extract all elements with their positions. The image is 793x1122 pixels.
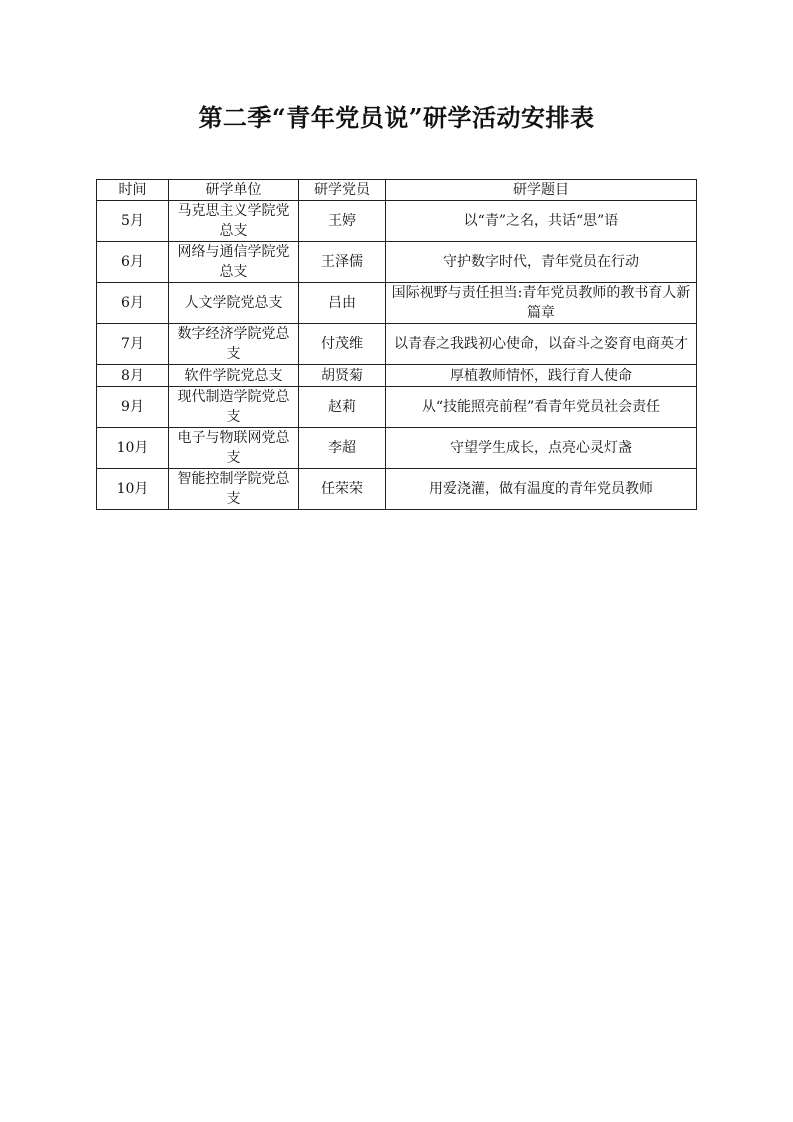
header-topic: 研学题目	[386, 180, 697, 201]
cell-topic: 以“青”之名，共话“思”语	[386, 201, 697, 242]
header-time: 时间	[97, 180, 169, 201]
cell-topic: 以青春之我践初心使命，以奋斗之姿育电商英才	[386, 324, 697, 365]
cell-time: 5月	[97, 201, 169, 242]
table-row	[97, 283, 697, 324]
table-row	[97, 242, 697, 283]
header-unit: 研学单位	[169, 180, 299, 201]
cell-member: 赵莉	[299, 387, 386, 428]
table-row	[97, 365, 697, 387]
cell-member: 胡贤菊	[299, 365, 386, 387]
cell-time: 6月	[97, 283, 169, 324]
table-row	[97, 469, 697, 510]
cell-member: 王婷	[299, 201, 386, 242]
cell-topic: 守望学生成长，点亮心灵灯盏	[386, 428, 697, 469]
cell-time: 6月	[97, 242, 169, 283]
table-row	[97, 428, 697, 469]
cell-unit: 人文学院党总支	[169, 283, 299, 324]
table-row	[97, 387, 697, 428]
cell-time: 8月	[97, 365, 169, 387]
table-row	[97, 324, 697, 365]
cell-unit: 数字经济学院党总支	[169, 324, 299, 365]
cell-member: 王泽儒	[299, 242, 386, 283]
cell-unit: 现代制造学院党总支	[169, 387, 299, 428]
cell-topic: 国际视野与责任担当:青年党员教师的教书育人新篇章	[386, 283, 697, 324]
cell-unit: 马克思主义学院党总支	[169, 201, 299, 242]
cell-topic: 守护数字时代，青年党员在行动	[386, 242, 697, 283]
cell-unit: 电子与物联网党总支	[169, 428, 299, 469]
cell-time: 7月	[97, 324, 169, 365]
cell-member: 李超	[299, 428, 386, 469]
cell-time: 10月	[97, 428, 169, 469]
table-header-row	[97, 180, 697, 201]
table-row	[97, 201, 697, 242]
cell-member: 吕由	[299, 283, 386, 324]
schedule-table	[96, 179, 697, 510]
cell-member: 付茂维	[299, 324, 386, 365]
cell-time: 10月	[97, 469, 169, 510]
page-title: 第二季“青年党员说”研学活动安排表	[198, 103, 595, 132]
cell-time: 9月	[97, 387, 169, 428]
cell-unit: 智能控制学院党总支	[169, 469, 299, 510]
header-member: 研学党员	[299, 180, 386, 201]
cell-topic: 用爱浇灌，做有温度的青年党员教师	[386, 469, 697, 510]
cell-topic: 从“技能照亮前程”看青年党员社会责任	[386, 387, 697, 428]
cell-topic: 厚植教师情怀，践行育人使命	[386, 365, 697, 387]
cell-unit: 软件学院党总支	[169, 365, 299, 387]
cell-unit: 网络与通信学院党总支	[169, 242, 299, 283]
cell-member: 任荣荣	[299, 469, 386, 510]
